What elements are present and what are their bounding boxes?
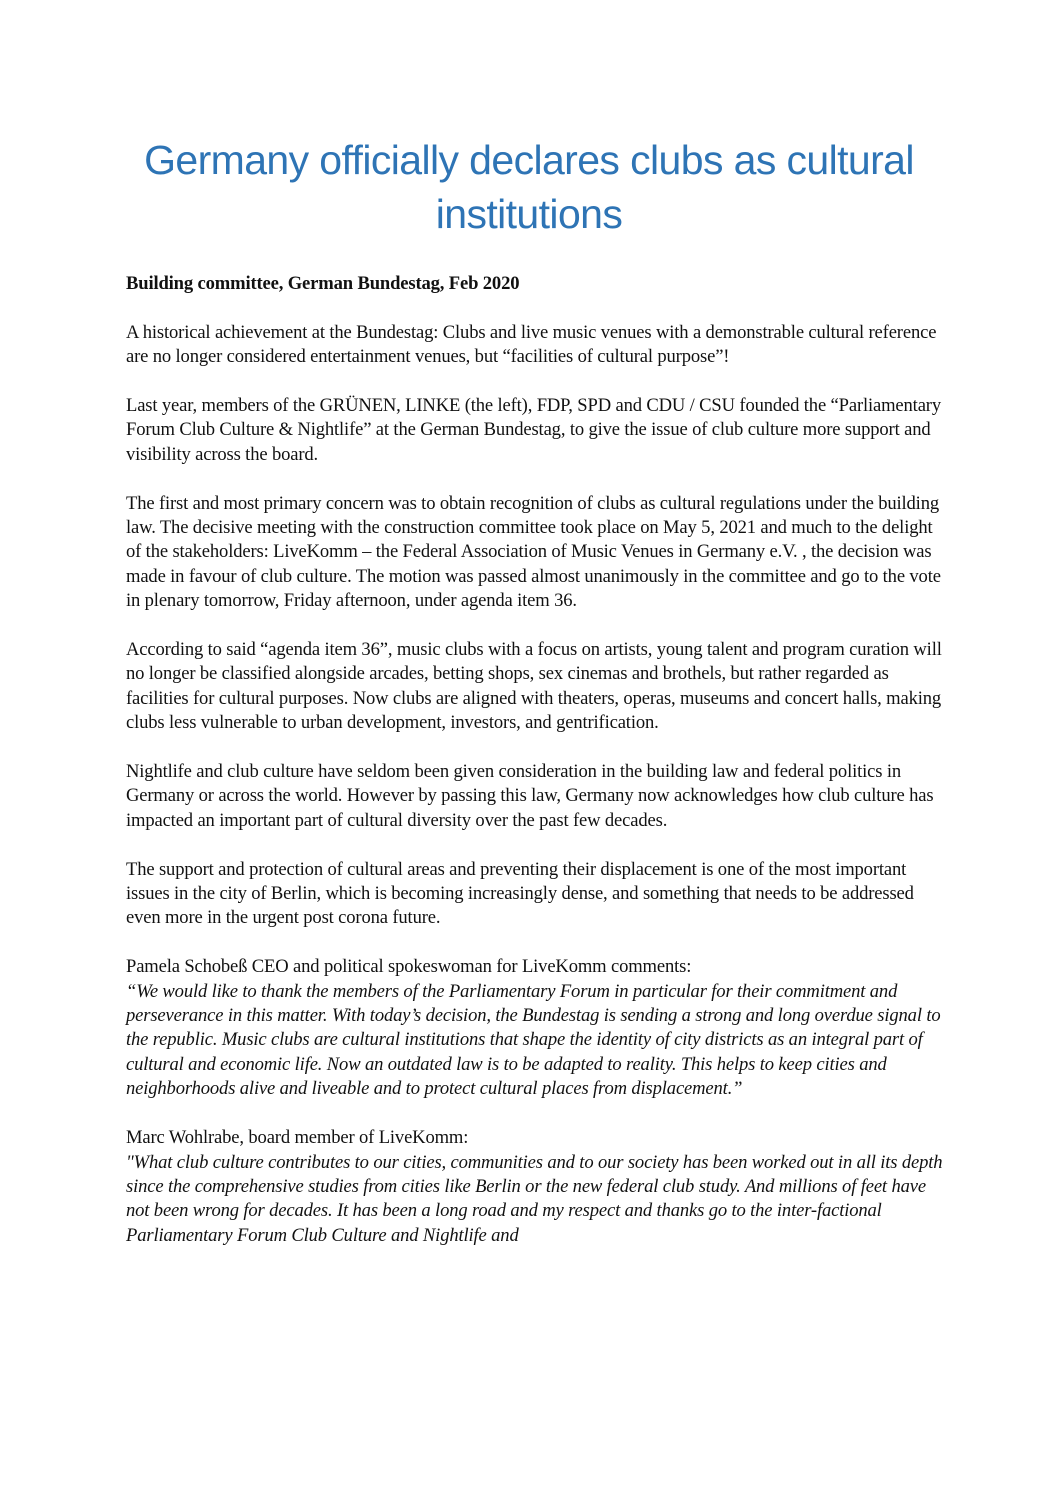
quote-text-schobess: “We would like to thank the members of the Parliamentary Forum in particular for their commitment and perseverance in this matter. With today’s decision, the Bundestag is sending a strong and long overdue signal to the republic. Music clubs are cultural institutions that shape the identity of city districts as an integral part of cultural and economic life. Now an outdated law is to be adapted to reality. This helps to keep cities and neighborhoods alive and liveable and to protect cultural places from displacement.” — [126, 980, 941, 1100]
paragraph-berlin: The support and protection of cultural areas and preventing their displacement is one of the most important issues in the city of Berlin, which is becoming increasingly dense, and something that needs to be addressed even more in the urgent post corona future. — [126, 858, 914, 929]
paragraph-intro: A historical achievement at the Bundestag: Clubs and live music venues with a demonstrable cultural reference are no longer considered entertainment venues, but “facilities of cultural purpose”! — [126, 321, 937, 368]
paragraph-agenda-item: According to said “agenda item 36”, music clubs with a focus on artists, young talent and program curation will no longer be classified alongside arcades, betting shops, sex cinemas and brothels, but rather regarded as facilities for cultural purposes. Now clubs are aligned with theaters, operas, museums and concert halls, making clubs less vulnerable to urban development, investors, and gentrification. — [126, 639, 942, 734]
document-body — [126, 272, 946, 1273]
quote-text-wohlrabe: "What club culture contributes to our cities, communities and to our society has been worked out in all its depth since the comprehensive studies from cities like Berlin or the new federal club study. And millions of feet have not been wrong for decades. It has been a long road and my respect and thanks go to the inter-factional Parliamentary Forum Club Culture and Nightlife and — [126, 1151, 943, 1246]
document-title: Germany officially declares clubs as cultural institutions — [144, 137, 914, 237]
paragraph-decision: The first and most primary concern was to obtain recognition of clubs as cultural regulations under the building law. The decisive meeting with the construction committee took place on May 5, 2021 and much to the delight of the stakeholders: LiveKomm – the Federal Association of Music Venues in Germany e.V. , the decision was made in favour of club culture. The motion was passed almost unanimously in the committee and go to the vote in plenary tomorrow, Friday afternoon, under agenda item 36. — [126, 492, 941, 612]
paragraph-forum: Last year, members of the GRÜNEN, LINKE (the left), FDP, SPD and CDU / CSU founded the “Parliamentary Forum Club Culture & Nightlife” at the German Bundestag, to give the issue of club culture more support and visibility across the board. — [126, 395, 941, 465]
quote-attribution-schobess: Pamela Schobeß CEO and political spokeswoman for LiveKomm comments: — [126, 956, 692, 978]
paragraph-nightlife: Nightlife and club culture have seldom been given consideration in the building law and federal politics in Germany or across the world. However by passing this law, Germany now acknowledges how club culture has impacted an important part of cultural diversity over the past few decades. — [126, 761, 934, 831]
subheading: Building committee, German Bundestag, Feb 2020 — [126, 273, 520, 294]
quote-attribution-wohlrabe: Marc Wohlrabe, board member of LiveKomm: — [126, 1127, 469, 1149]
